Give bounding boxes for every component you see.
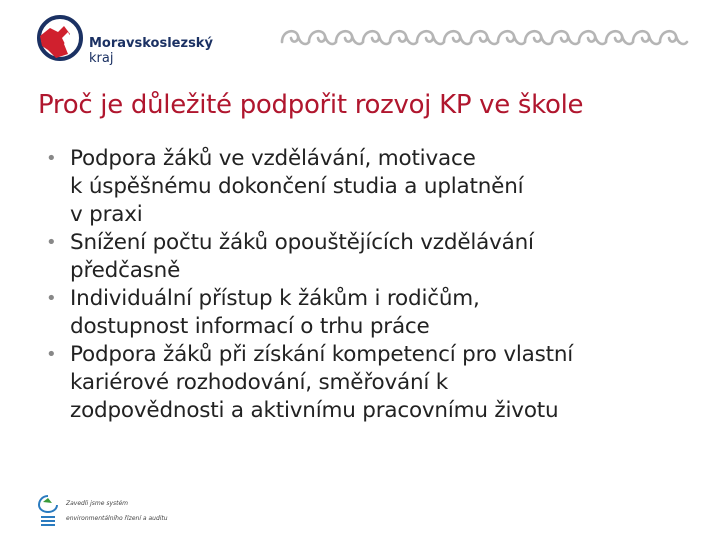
bullet-icon: • <box>46 288 57 309</box>
footer-line-2: environmentálního řízení a auditu <box>66 515 168 522</box>
logo-name: Moravskoslezský <box>89 36 213 51</box>
bullet-item: • Individuální přístup k žákům i rodičům, dostupnost informací o trhu práce <box>46 286 480 339</box>
decorative-wave-pattern <box>278 20 698 52</box>
bullet-icon: • <box>46 148 57 169</box>
slide-title: Proč je důležité podpořit rozvoj KP ve škole <box>38 90 584 120</box>
footer-line-1: Zavedli jsme systém <box>66 500 129 507</box>
bullet-item: • Podpora žáků ve vzdělávání, motivace k úspěšnému dokončení studia a uplatnění v praxi <box>46 146 524 227</box>
footer-caption <box>66 499 168 529</box>
region-emblem-icon <box>36 14 88 66</box>
bullet-list <box>46 145 706 425</box>
emas-logo-icon <box>36 494 60 528</box>
bullet-icon: • <box>46 344 57 365</box>
bullet-icon: • <box>46 232 57 253</box>
moravskoslezsky-kraj-logo <box>36 14 236 70</box>
logo-name-sub: kraj <box>89 51 114 66</box>
bullet-item: • Snížení počtu žáků opouštějících vzdělávání předčasně <box>46 230 534 283</box>
bullet-item: • Podpora žáků při získání kompetencí pro vlastní kariérové rozhodování, směřování k zodpovědnosti a aktivnímu pracovnímu životu <box>46 342 574 423</box>
